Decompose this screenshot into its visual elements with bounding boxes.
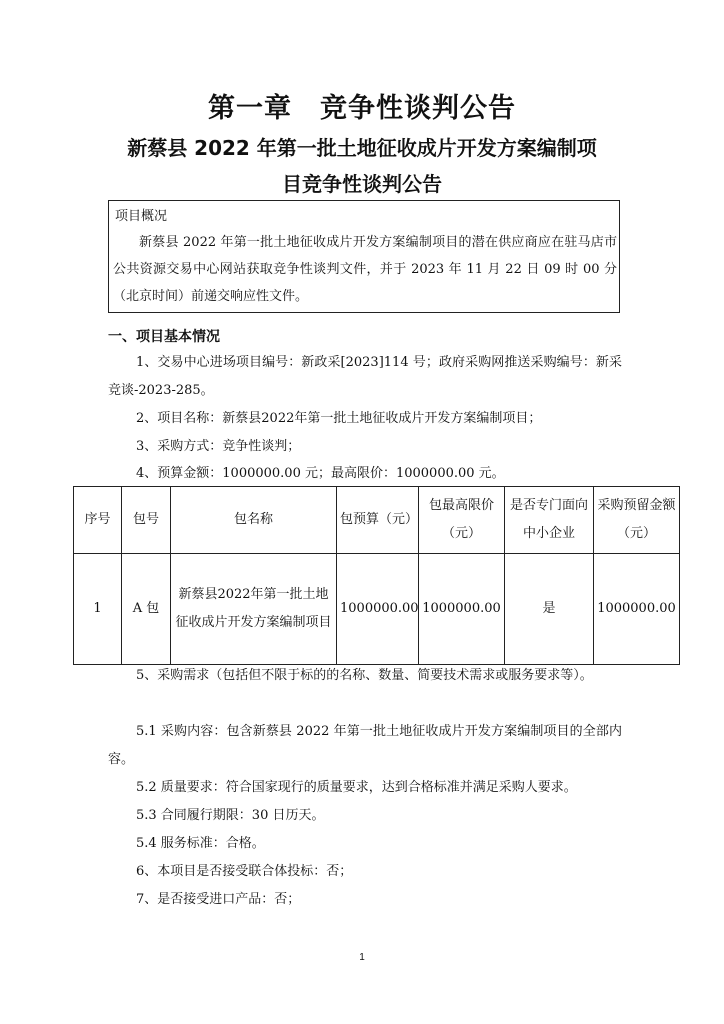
cell-budget: 1000000.00 xyxy=(337,554,419,665)
header-cell-max-price: 包最高限价（元） xyxy=(419,487,505,554)
paragraph-quality-requirements: 5.2 质量要求：符合国家现行的质量要求，达到合格标准并满足采购人要求。 xyxy=(136,780,577,795)
paragraph-project-number: 1、交易中心进场项目编号：新政采[2023]114 号；政府采购网推送采购编号：新采竞谈-2023-285。 xyxy=(108,355,622,398)
paragraph-procurement-content: 5.1 采购内容：包含新蔡县 2022 年第一批土地征收成片开发方案编制项目的全部内容。 xyxy=(108,724,622,767)
page-number: 1 xyxy=(359,952,365,963)
cell-max-price: 1000000.00 xyxy=(419,554,505,665)
chapter-title: 第一章 竞争性谈判公告 xyxy=(208,93,516,124)
paragraph-project-name: 2、项目名称：新蔡县2022年第一批土地征收成片开发方案编制项目； xyxy=(136,411,542,426)
paragraph-procurement-requirements: 5、采购需求（包括但不限于标的的名称、数量、简要技术需求或服务要求等）。 xyxy=(136,668,593,683)
main-title-line2: 目竞争性谈判公告 xyxy=(282,172,442,196)
cell-package-name: 新蔡县2022年第一批土地征收成片开发方案编制项目 xyxy=(171,554,337,665)
header-cell-budget: 包预算（元） xyxy=(337,487,419,554)
paragraph-contract-period: 5.3 合同履行期限：30 日历天。 xyxy=(136,808,325,823)
table-row xyxy=(74,554,680,665)
project-overview-box xyxy=(108,200,620,313)
cell-package-no: A 包 xyxy=(122,554,171,665)
cell-index: 1 xyxy=(74,554,122,665)
header-cell-index: 序号 xyxy=(74,487,122,554)
table-header-row xyxy=(74,487,680,554)
paragraph-imported-products: 7、是否接受进口产品：否； xyxy=(136,892,301,907)
overview-heading: 项目概况 xyxy=(115,209,168,224)
paragraph-service-standard: 5.4 服务标准：合格。 xyxy=(136,836,265,851)
header-cell-reserved-amount: 采购预留金额（元） xyxy=(594,487,680,554)
overview-text: 新蔡县 2022 年第一批土地征收成片开发方案编制项目的潜在供应商应在驻马店市公共资源交易中心网站获取竞争性谈判文件，并于 2023 年 11 月 22 日 09 时 00 分（北京时间）前递交响应性文件。 xyxy=(113,235,617,304)
paragraph-procurement-method: 3、采购方式：竞争性谈判； xyxy=(136,439,301,454)
section-heading-basic-info: 一、项目基本情况 xyxy=(108,329,220,345)
paragraph-joint-bidding: 6、本项目是否接受联合体投标：否； xyxy=(136,864,353,879)
cell-reserved-amount: 1000000.00 xyxy=(594,554,680,665)
header-cell-sme: 是否专门面向中小企业 xyxy=(505,487,594,554)
main-title-line1: 新蔡县 2022 年第一批土地征收成片开发方案编制项 xyxy=(127,136,597,160)
cell-sme: 是 xyxy=(505,554,594,665)
package-table xyxy=(73,486,680,665)
header-cell-package-name: 包名称 xyxy=(171,487,337,554)
header-cell-package-no: 包号 xyxy=(122,487,171,554)
paragraph-budget: 4、预算金额：1000000.00 元；最高限价：1000000.00 元。 xyxy=(136,466,505,481)
